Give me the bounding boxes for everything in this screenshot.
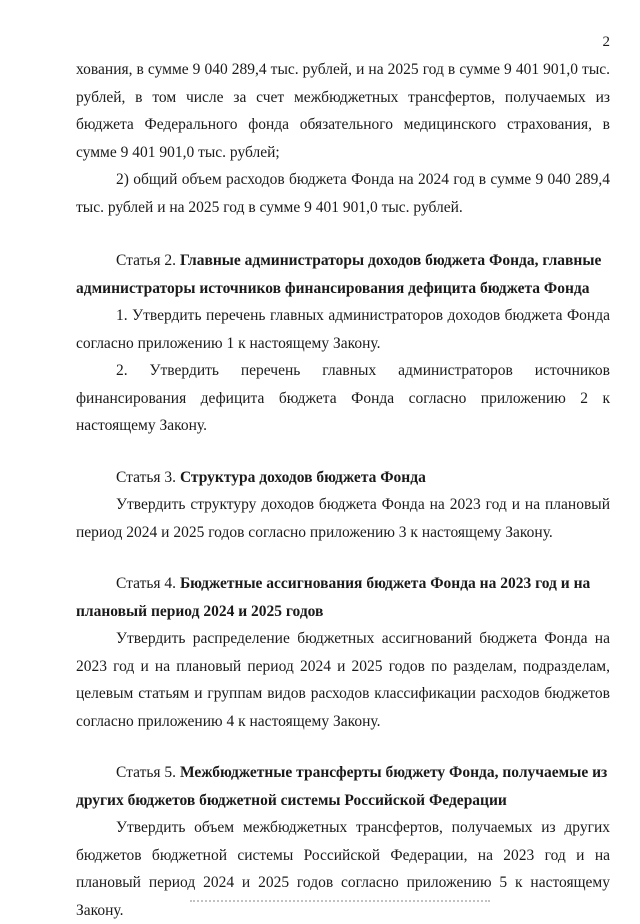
article-4-heading [76, 570, 610, 625]
article-4-prefix: Статья 4. [116, 575, 177, 592]
intro-paragraph-1: хования, в сумме 9 040 289,4 тыс. рублей, и на 2025 год в сумме 9 401 901,0 тыс. рублей, в том числе за счет межбюджетных трансфертов, получаемых из бюджета Федерального фонда обязательного медицинского страхования, в сумме 9 401 901,0 тыс. рублей; [76, 61, 610, 161]
article-2-paragraph-1: 1. Утвердить перечень главных администраторов доходов бюджета Фонда согласно приложению 1 к настоящему Закону. [76, 307, 610, 352]
article-4-title: Бюджетные ассигнования бюджета Фонда на 2023 год и на плановый период 2024 и 2025 годов [76, 575, 591, 620]
article-5-heading [76, 759, 610, 814]
intro-paragraph-2: 2) общий объем расходов бюджета Фонда на 2024 год в сумме 9 040 289,4 тыс. рублей и на 2025 год в сумме 9 401 901,0 тыс. рублей. [76, 171, 610, 216]
article-3-title: Структура доходов бюджета Фонда [179, 468, 426, 486]
document-body [76, 56, 610, 924]
article-2-title: Главные администраторы доходов бюджета Фонда, главные администраторы источников финансирования дефицита бюджета Фонда [76, 252, 602, 297]
article-2-heading [76, 247, 610, 302]
article-4-paragraph-1: Утвердить распределение бюджетных ассигнований бюджета Фонда на 2023 год и на плановый период 2024 и 2025 годов по разделам, подразделам, целевым статьям и группам видов расходов классификации расходов бюджетов согласно приложению 4 к настоящему Закону. [76, 630, 610, 730]
page-number: 2 [602, 34, 610, 50]
article-3-prefix: Статья 3. [116, 468, 177, 486]
article-2-paragraph-2: 2. Утвердить перечень главных администраторов источников финансирования дефицита бюджета Фонда согласно приложению 2 к настоящему Закону. [76, 362, 610, 434]
article-5-paragraph-1: Утвердить объем межбюджетных трансфертов, получаемых из других бюджетов бюджетной системы Российской Федерации, на 2023 год и на плановый период 2024 и 2025 годов согласно приложению 5 к настоящему Закону. [76, 819, 610, 919]
scan-edge-artifact [190, 897, 490, 902]
article-2-prefix: Статья 2. [116, 252, 177, 269]
article-5-prefix: Статья 5. [116, 764, 177, 781]
article-5-title: Межбюджетные трансферты бюджету Фонда, получаемые из других бюджетов бюджетной системы Российской Федерации [76, 764, 608, 809]
article-3-paragraph-1: Утвердить структуру доходов бюджета Фонда на 2023 год и на плановый период 2024 и 2025 годов согласно приложению 3 к настоящему Закону. [76, 496, 610, 541]
article-3-heading [76, 464, 610, 492]
